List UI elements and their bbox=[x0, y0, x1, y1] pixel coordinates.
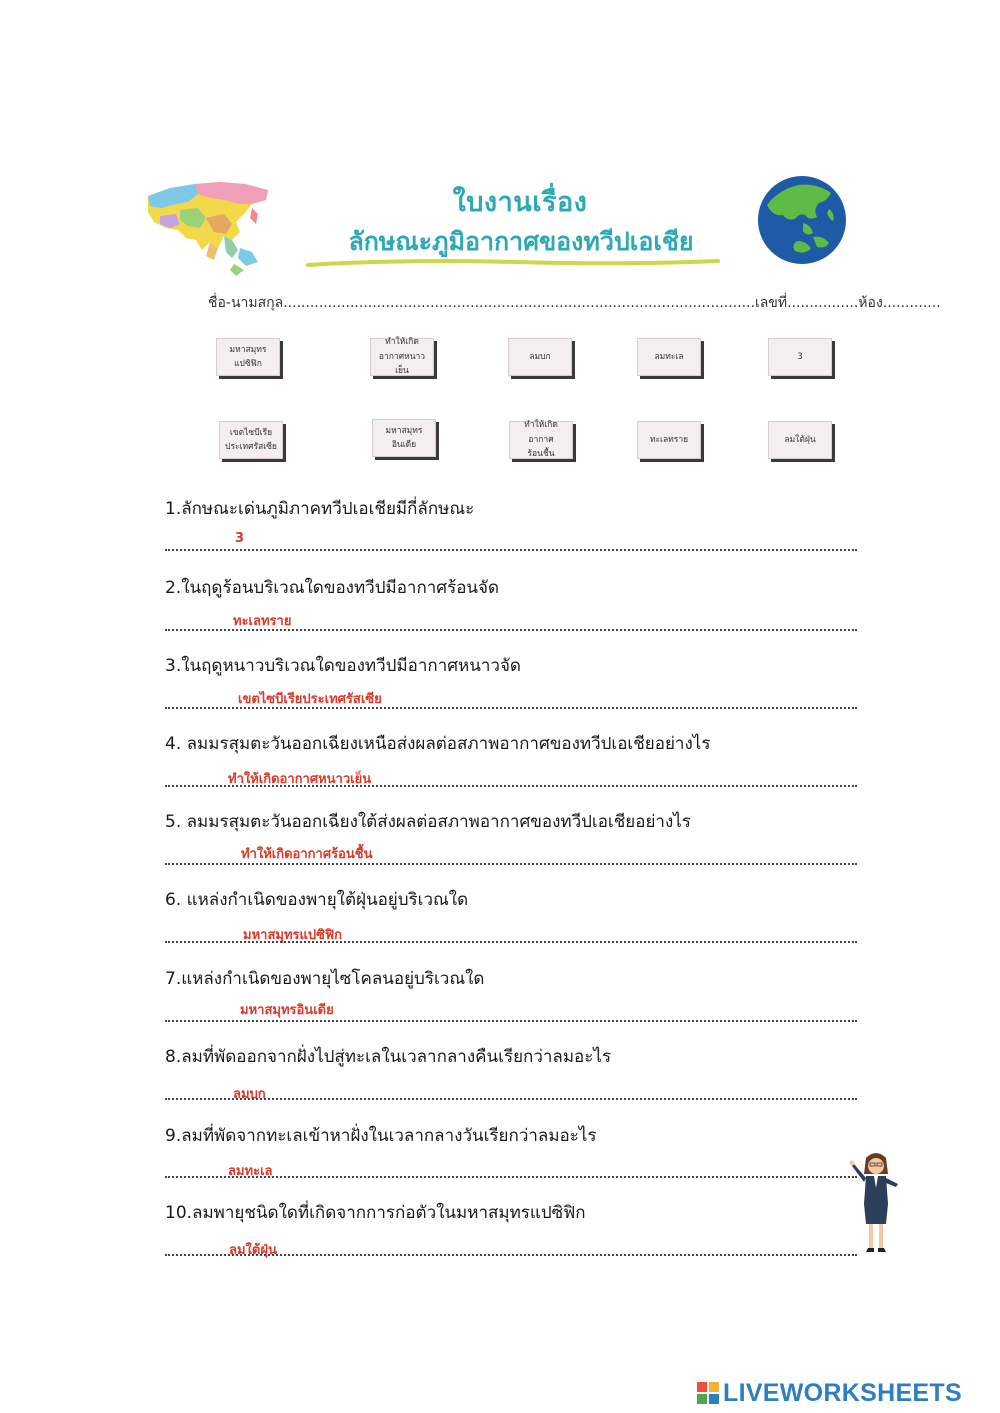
option-label: 3 bbox=[797, 351, 803, 362]
question-8: 8.ลมที่พัดออกจากฝั่งไปสู่ทะเลในเวลากลางคืนเรียกว่าลมอะไร bbox=[165, 1047, 612, 1067]
question-7: 7.แหล่งกำเนิดของพายุไซโคลนอยู่บริเวณใด bbox=[165, 969, 485, 989]
asia-map-image bbox=[140, 178, 275, 280]
worksheet-title: ใบงานเรื่อง bbox=[452, 187, 588, 218]
question-6: 6. แหล่งกำเนิดของพายุใต้ฝุ่นอยู่บริเวณใด bbox=[165, 890, 469, 910]
teacher-illustration bbox=[846, 1148, 906, 1258]
word-bank-option[interactable] bbox=[372, 419, 436, 457]
option-label: ประเทศรัสเซีย bbox=[225, 442, 277, 452]
answer-line bbox=[165, 781, 857, 787]
answer-line bbox=[165, 545, 857, 551]
option-label: อินเดีย bbox=[391, 440, 417, 450]
answer-line bbox=[165, 703, 857, 709]
worksheet-subtitle: ลักษณะภูมิอากาศของทวีปเอเชีย bbox=[348, 227, 694, 256]
title-underline-decoration bbox=[306, 256, 721, 270]
option-label: อากาศหนาวเย็น bbox=[378, 351, 426, 377]
question-10: 10.ลมพายุชนิดใดที่เกิดจากการก่อตัวในมหาสมุทรแปซิฟิก bbox=[165, 1203, 586, 1223]
question-9: 9.ลมที่พัดจากทะเลเข้าหาฝั่งในเวลากลางวันเรียกว่าลมอะไร bbox=[165, 1126, 597, 1146]
option-label: มหาสมุทร bbox=[229, 344, 267, 355]
option-label: ทำให้เกิด bbox=[385, 337, 419, 348]
answer-line bbox=[165, 1250, 857, 1256]
option-label: ลมบก bbox=[529, 351, 551, 362]
word-bank-option[interactable] bbox=[637, 421, 701, 459]
globe-icon bbox=[757, 175, 847, 265]
answer-field-9[interactable]: ลมทะเล bbox=[228, 1164, 273, 1179]
answer-field-7[interactable]: มหาสมุทรอินเดีย bbox=[240, 1003, 334, 1018]
liveworksheets-logo-icon bbox=[697, 1382, 719, 1404]
word-bank-option[interactable] bbox=[216, 338, 280, 376]
answer-field-1[interactable]: 3 bbox=[235, 531, 245, 546]
word-bank-option[interactable] bbox=[508, 338, 572, 376]
question-4: 4. ลมมรสุมตะวันออกเฉียงเหนือส่งผลต่อสภาพอากาศของทวีปเอเชียอย่างไร bbox=[165, 734, 711, 754]
answer-field-4[interactable]: ทำให้เกิดอากาศหนาวเย็น bbox=[228, 772, 372, 787]
answer-field-5[interactable]: ทำให้เกิดอากาศร้อนชื้น bbox=[241, 847, 373, 862]
answer-line bbox=[165, 625, 857, 631]
answer-field-10[interactable]: ลมใต้ฝุ่น bbox=[229, 1243, 277, 1258]
answer-line bbox=[165, 859, 857, 865]
answer-line bbox=[165, 1094, 857, 1100]
liveworksheets-brand[interactable] bbox=[697, 1378, 962, 1408]
word-bank-option[interactable] bbox=[370, 338, 434, 376]
word-bank-option[interactable] bbox=[637, 338, 701, 376]
word-bank-option[interactable] bbox=[509, 421, 573, 459]
answer-line bbox=[165, 1016, 857, 1022]
student-info-line: ชื่อ-นามสกุล..........................................................................................................เลขที่................ห้อง............. bbox=[208, 295, 941, 311]
word-bank-option[interactable] bbox=[768, 421, 832, 459]
answer-field-8[interactable]: ลมบก bbox=[233, 1087, 266, 1102]
brand-name: LIVEWORKSHEETS bbox=[723, 1378, 962, 1407]
question-2: 2.ในฤดูร้อนบริเวณใดของทวีปมีอากาศร้อนจัด bbox=[165, 578, 500, 598]
option-label: ร้อนชื้น bbox=[527, 449, 555, 460]
word-bank-option[interactable] bbox=[768, 338, 832, 376]
option-label: มหาสมุทร bbox=[385, 425, 423, 436]
question-5: 5. ลมมรสุมตะวันออกเฉียงใต้ส่งผลต่อสภาพอากาศของทวีปเอเชียอย่างไร bbox=[165, 812, 691, 832]
option-label: ลมใต้ฝุ่น bbox=[784, 434, 816, 445]
word-bank-option[interactable] bbox=[219, 421, 283, 459]
option-label: แปซิฟิก bbox=[234, 359, 262, 369]
answer-field-6[interactable]: มหาสมุทรแปซิฟิก bbox=[243, 928, 343, 943]
option-label: ทำให้เกิดอากาศ bbox=[524, 420, 558, 445]
answer-field-2[interactable]: ทะเลทราย bbox=[233, 614, 292, 629]
answer-line bbox=[165, 937, 857, 943]
question-1: 1.ลักษณะเด่นภูมิภาคทวีปเอเชียมีกี่ลักษณะ bbox=[165, 499, 475, 519]
answer-field-3[interactable]: เขตไซบีเรียประเทศรัสเซีย bbox=[238, 692, 382, 707]
answer-line bbox=[165, 1172, 857, 1178]
question-3: 3.ในฤดูหนาวบริเวณใดของทวีปมีอากาศหนาวจัด bbox=[165, 656, 521, 676]
option-label: ทะเลทราย bbox=[649, 434, 689, 445]
option-label: ลมทะเล bbox=[654, 351, 684, 362]
option-label: เขตไซบีเรีย bbox=[229, 427, 273, 438]
